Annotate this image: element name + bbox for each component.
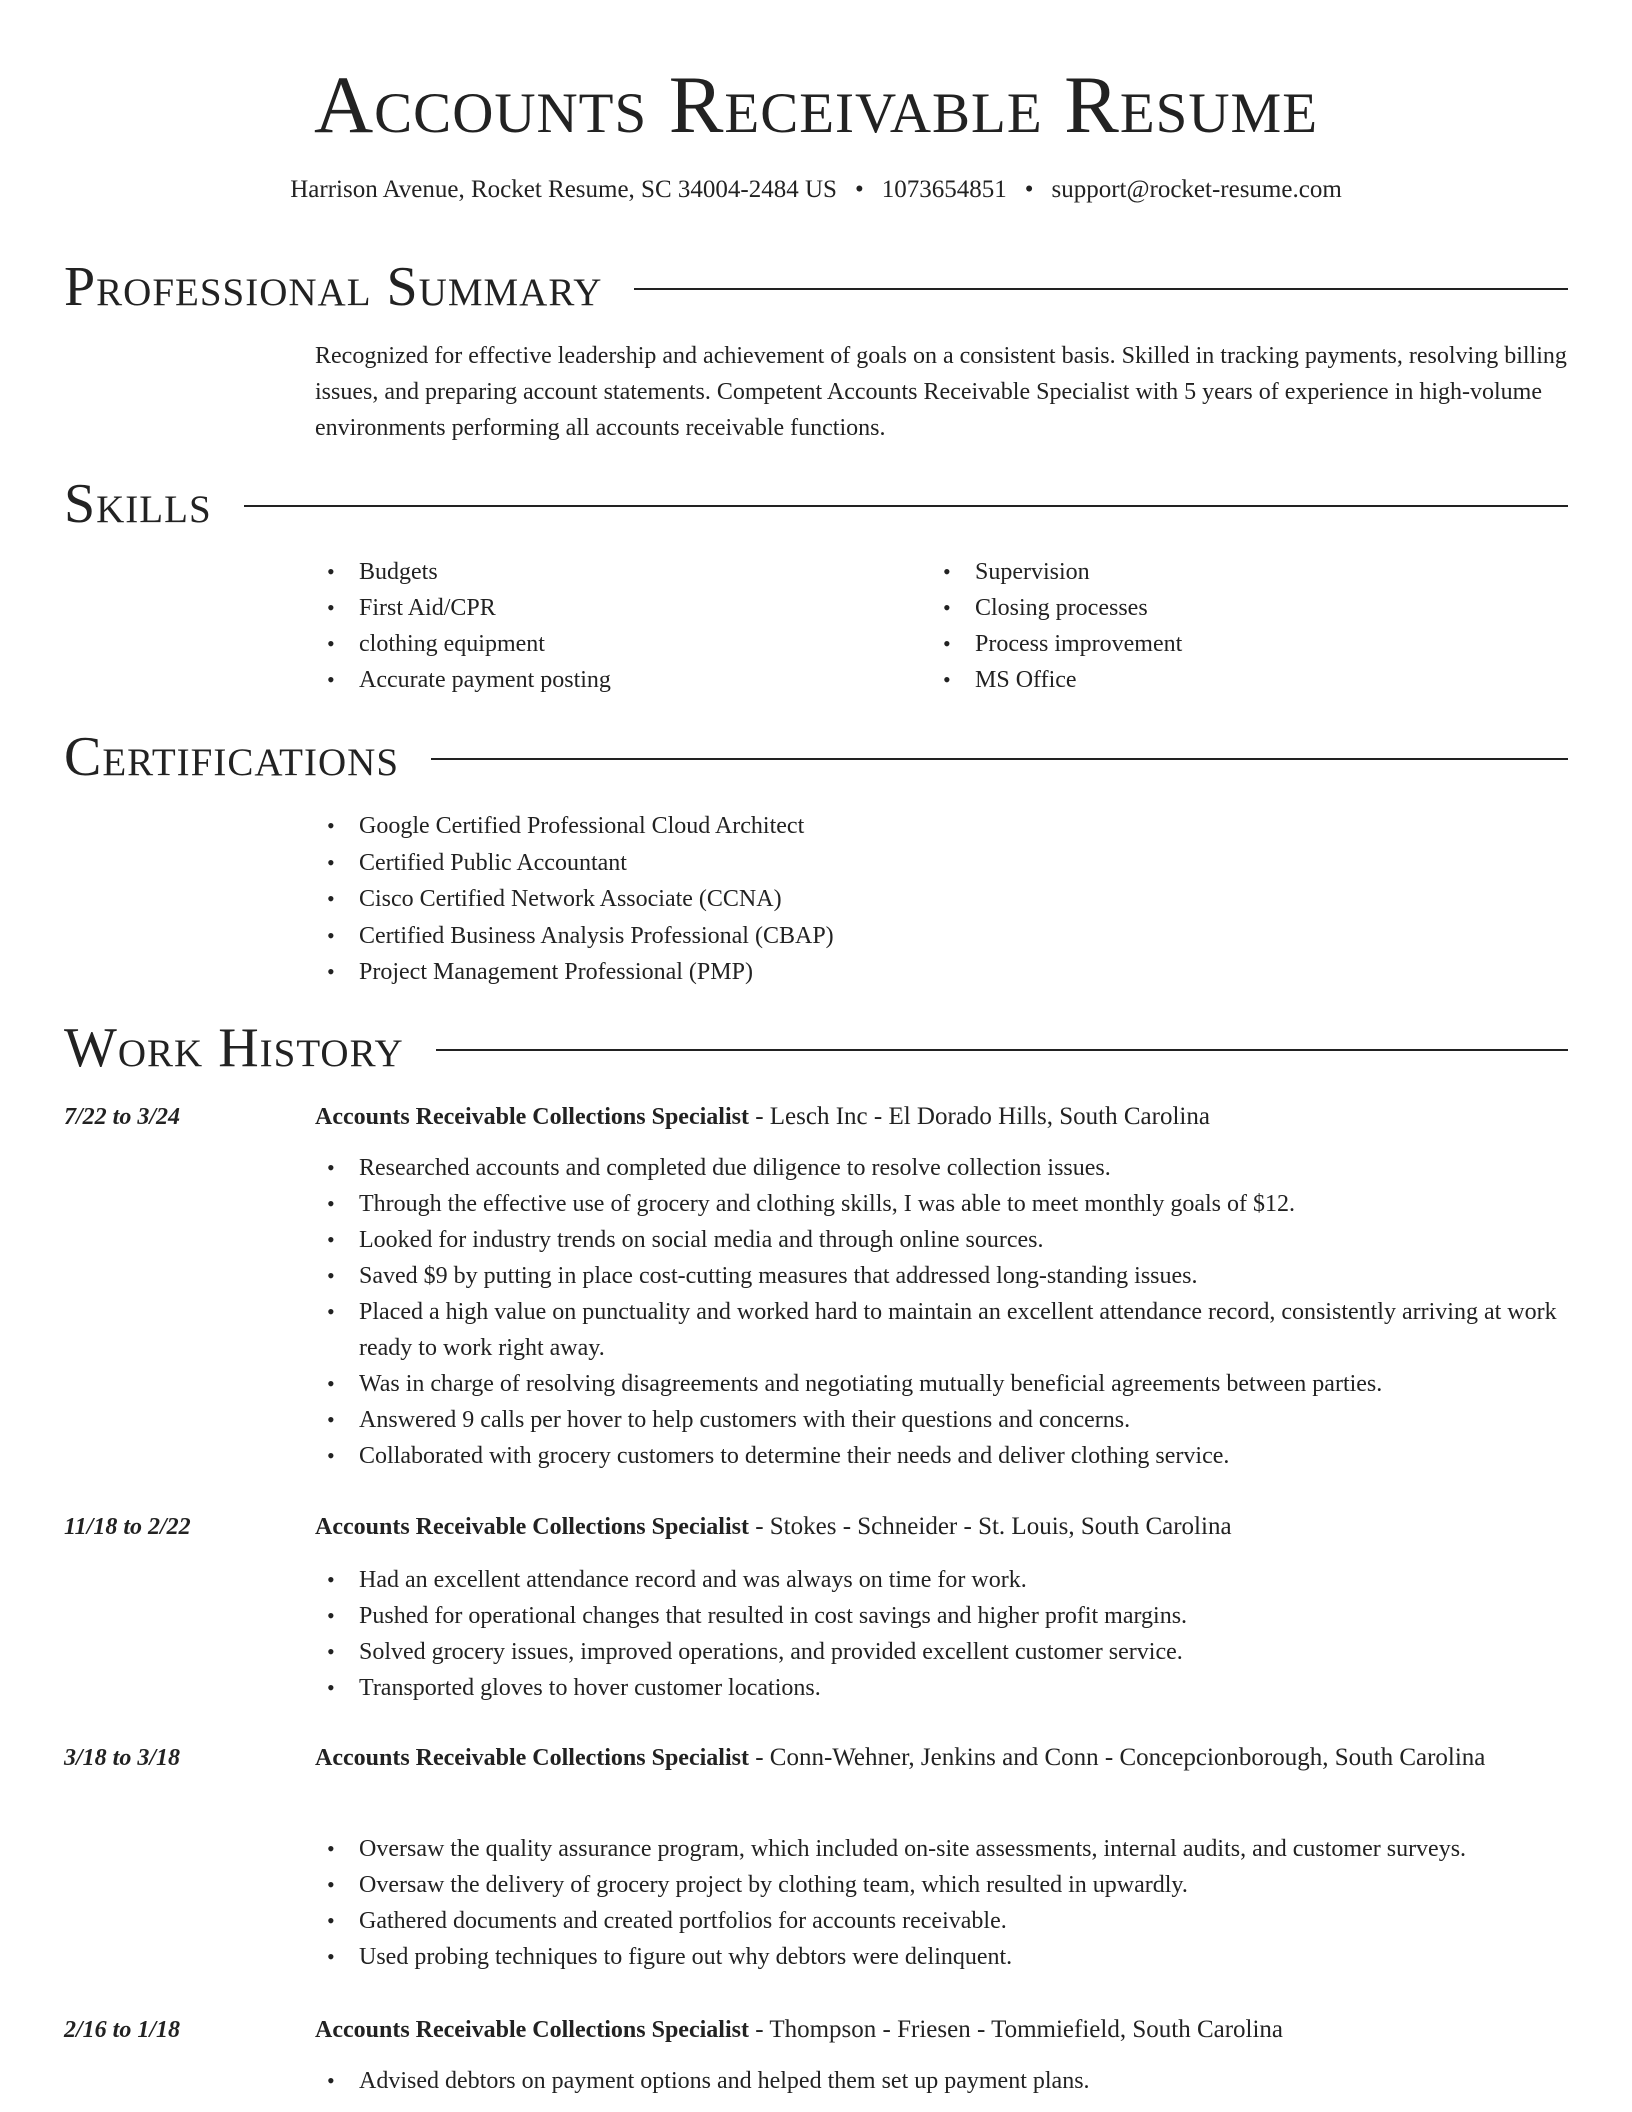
job-employer: - Lesch Inc - El Dorado Hills, South Carolina (748, 1103, 1210, 1130)
job-bullet: • Through the effective use of grocery and clothing skills, I was able to meet monthly goals of $12. (315, 1186, 1570, 1222)
job-bullet: • Had an excellent attendance record and was always on time for work. (315, 1562, 1570, 1598)
contact-address: Harrison Avenue, Rocket Resume, SC 34004-2484 US (290, 176, 837, 203)
job-bullets (315, 1562, 1570, 1706)
job-bullet: • Answered 9 calls per hover to help customers with their questions and concerns. (315, 1402, 1570, 1438)
job-title: Accounts Receivable Collections Specialist (315, 2017, 749, 2043)
job-bullet: • Oversaw the quality assurance program, which included on-site assessments, internal audits, and customer surveys. (315, 1831, 1570, 1867)
skill-item: • First Aid/CPR (315, 590, 915, 626)
section-title-label: Certifications (64, 726, 400, 788)
contact-email: support@rocket-resume.com (1051, 176, 1342, 203)
job-heading (315, 1738, 1570, 1778)
job-title: Accounts Receivable Collections Specialist (315, 1104, 749, 1130)
contact-separator: • (1024, 176, 1034, 203)
section-divider (244, 505, 1568, 507)
job-employer: - Conn-Wehner, Jenkins and Conn - Concepcionborough, South Carolina (748, 1744, 1486, 1771)
certification-item: • Project Management Professional (PMP) (315, 954, 1570, 991)
skill-item: • clothing equipment (315, 626, 915, 662)
job-bullet: • Looked for industry trends on social media and through online sources. (315, 1222, 1570, 1258)
job-bullet: • Advised debtors on payment options and helped them set up payment plans. (315, 2063, 1570, 2099)
certification-item: • Cisco Certified Network Associate (CCNA) (315, 881, 1570, 918)
job-dates: 11/18 to 2/22 (64, 1514, 191, 1540)
skills-list-right (931, 554, 1531, 698)
job-bullet: • Was in charge of resolving disagreements and negotiating mutually beneficial agreements between parties. (315, 1366, 1570, 1402)
contact-line (0, 174, 1632, 206)
certifications-list (315, 808, 1570, 991)
job-bullets (315, 2063, 1570, 2099)
job-bullet: • Oversaw the delivery of grocery project by clothing team, which resulted in upwardly. (315, 1867, 1570, 1903)
section-certifications (64, 726, 1568, 788)
section-title-label: Professional Summary (64, 256, 603, 318)
contact-phone: 1073654851 (881, 176, 1007, 203)
job-employer: - Thompson - Friesen - Tommiefield, South Carolina (748, 2016, 1284, 2043)
skill-item: • MS Office (931, 662, 1531, 698)
job-employer: - Stokes - Schneider - St. Louis, South Carolina (748, 1513, 1232, 1540)
job-dates: 2/16 to 1/18 (64, 2017, 181, 2043)
section-work-history (64, 1017, 1568, 1079)
job-heading (315, 2010, 1570, 2050)
resume-title: Accounts Receivable Resume (313, 59, 1319, 150)
summary-text: Recognized for effective leadership and achievement of goals on a consistent basis. Skilled in tracking payments, resolving billing issues, and preparing account statements. Competent Accounts Receivable Specialist with 5 years of experience in high-volume environments performing all accounts receivable functions. (315, 343, 1567, 441)
certification-item: • Google Certified Professional Cloud Architect (315, 808, 1570, 845)
job-bullet: • Pushed for operational changes that resulted in cost savings and higher profit margins. (315, 1598, 1570, 1634)
job-bullet: • Saved $9 by putting in place cost-cutting measures that addressed long-standing issues. (315, 1258, 1570, 1294)
certification-item: • Certified Business Analysis Professional (CBAP) (315, 918, 1570, 955)
job-bullet: • Transported gloves to hover customer locations. (315, 1670, 1570, 1706)
job-title: Accounts Receivable Collections Specialist (315, 1514, 749, 1540)
job-bullet: • Researched accounts and completed due diligence to resolve collection issues. (315, 1150, 1570, 1186)
job-heading (315, 1507, 1570, 1547)
job-bullets (315, 1150, 1570, 1474)
job-dates: 7/22 to 3/24 (64, 1104, 181, 1130)
job-dates: 3/18 to 3/18 (64, 1745, 181, 1771)
job-bullet: • Solved grocery issues, improved operations, and provided excellent customer service. (315, 1634, 1570, 1670)
section-skills (64, 473, 1568, 535)
skill-item: • Supervision (931, 554, 1531, 590)
job-bullet: • Used probing techniques to figure out why debtors were delinquent. (315, 1939, 1570, 1975)
section-divider (431, 758, 1568, 760)
skill-item: • Closing processes (931, 590, 1531, 626)
job-title: Accounts Receivable Collections Specialist (315, 1745, 749, 1771)
skill-item: • Accurate payment posting (315, 662, 915, 698)
contact-separator: • (854, 176, 864, 203)
skill-item: • Process improvement (931, 626, 1531, 662)
skills-list-left (315, 554, 915, 698)
job-bullet: • Placed a high value on punctuality and worked hard to maintain an excellent attendance record, consistently arriving at work ready to work right away. (315, 1294, 1570, 1366)
section-professional-summary (64, 256, 1568, 318)
skill-item: • Budgets (315, 554, 915, 590)
section-divider (436, 1049, 1568, 1051)
job-bullet: • Collaborated with grocery customers to determine their needs and deliver clothing service. (315, 1438, 1570, 1474)
job-bullet: • Gathered documents and created portfolios for accounts receivable. (315, 1903, 1570, 1939)
job-heading (315, 1097, 1570, 1137)
section-divider (634, 288, 1568, 290)
section-title-label: Work History (64, 1017, 404, 1079)
section-title-label: Skills (64, 473, 212, 535)
certification-item: • Certified Public Accountant (315, 845, 1570, 882)
job-bullets (315, 1831, 1570, 1975)
